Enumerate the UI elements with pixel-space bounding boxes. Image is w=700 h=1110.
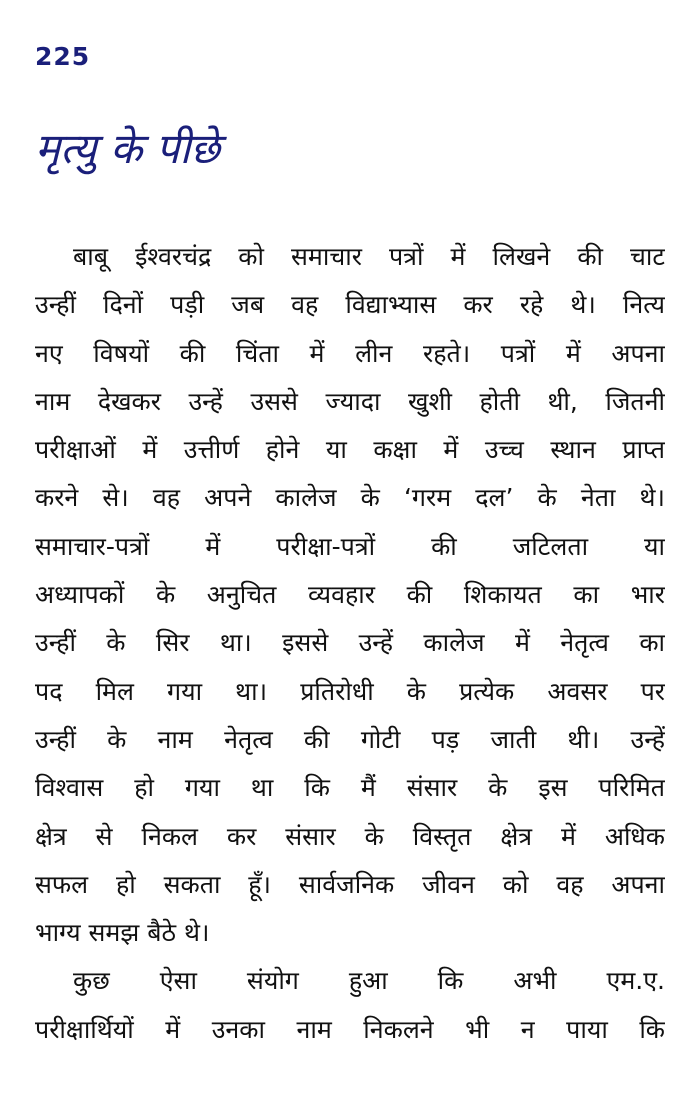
text-line: उन्हीं दिनों पड़ी जब वह विद्याभ्यास कर रहे थे। नित्य <box>35 290 665 320</box>
text-line: नए विषयों की चिंता में लीन रहते। पत्रों में अपना <box>35 338 665 368</box>
text-line: परीक्षाओं में उत्तीर्ण होने या कक्षा में उच्च स्थान प्राप्त <box>35 435 665 465</box>
text-line: समाचार-पत्रों में परीक्षा-पत्रों की जटिलता या <box>35 531 665 561</box>
text-line: पद मिल गया था। प्रतिरोधी के प्रत्येक अवसर पर <box>35 676 665 706</box>
body-text <box>35 233 665 1054</box>
text-line: उन्हीं के सिर था। इससे उन्हें कालेज में नेतृत्व का <box>35 628 665 658</box>
text-line: भाग्य समझ बैठे थे। <box>35 918 210 948</box>
paragraph <box>35 233 665 957</box>
text-line: करने से। वह अपने कालेज के ‘गरम दल’ के नेता थे। <box>35 483 665 513</box>
text-line: परीक्षार्थियों में उनका नाम निकलने भी न पाया कि <box>35 1014 665 1044</box>
text-line: नाम देखकर उन्हें उससे ज्यादा खुशी होती थी, जितनी <box>35 386 665 416</box>
text-line: अध्यापकों के अनुचित व्यवहार की शिकायत का भार <box>35 580 665 610</box>
text-line: बाबू ईश्वरचंद्र को समाचार पत्रों में लिखने की चाट <box>73 242 665 271</box>
page-number: 225 <box>35 42 91 71</box>
chapter-title: मृत्यु के पीछे <box>35 124 220 173</box>
text-line: कुछ ऐसा संयोग हुआ कि अभी एम.ए. <box>73 966 665 996</box>
paragraph <box>35 957 665 1054</box>
text-line: क्षेत्र से निकल कर संसार के विस्तृत क्षेत्र में अधिक <box>35 821 665 851</box>
text-line: विश्वास हो गया था कि मैं संसार के इस परिमित <box>35 773 665 803</box>
text-line: उन्हीं के नाम नेतृत्व की गोटी पड़ जाती थी। उन्हें <box>35 724 665 754</box>
text-line: सफल हो सकता हूँ। सार्वजनिक जीवन को वह अपना <box>35 869 665 899</box>
